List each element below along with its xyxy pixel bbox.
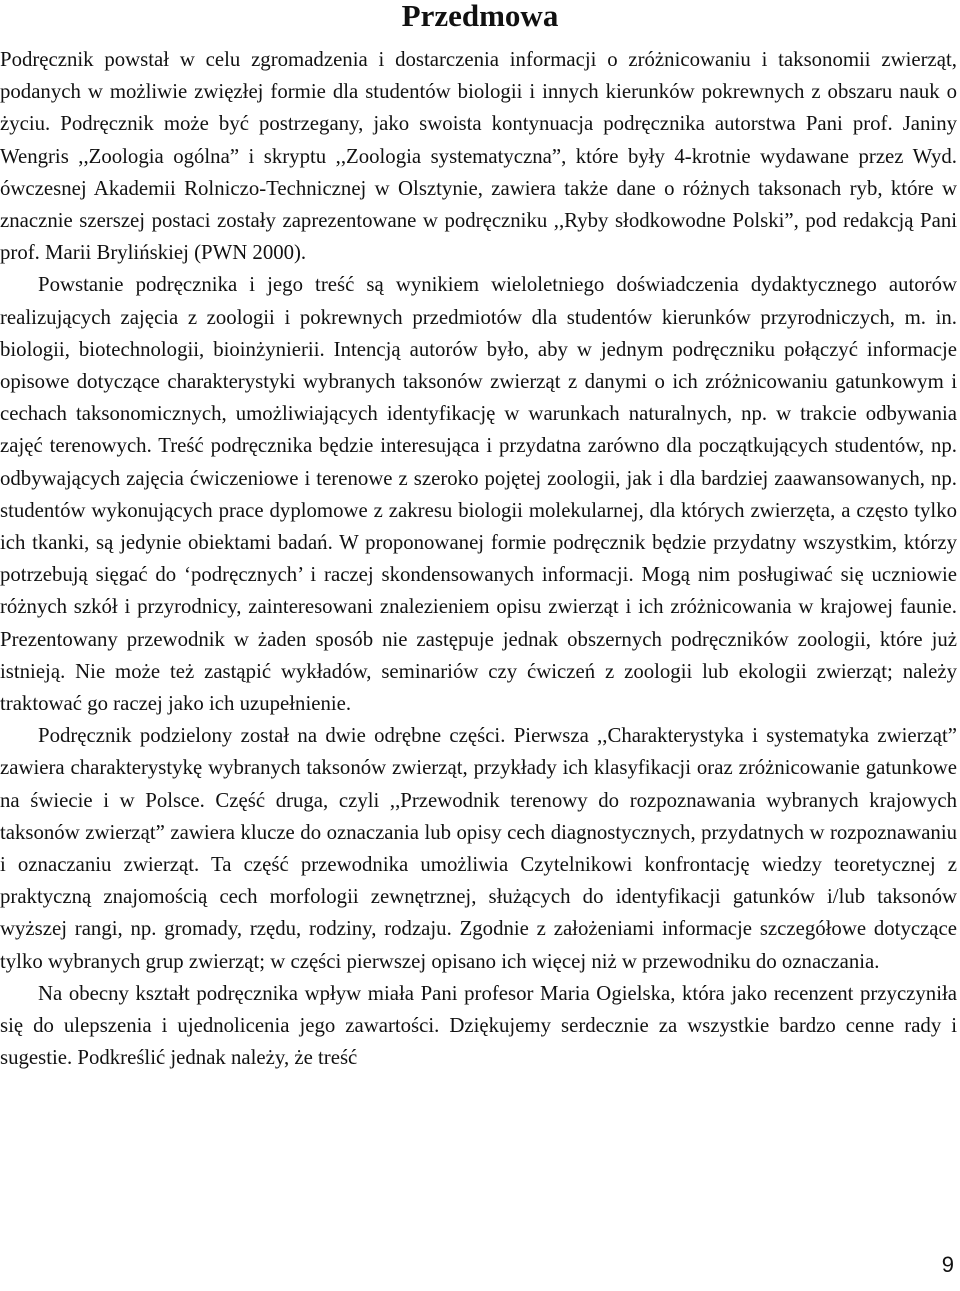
- paragraph-2: Powstanie podręcznika i jego treść są wynikiem wieloletniego doświadczenia dydaktycznego autorów realizujących zajęcia z zoologii i pokrewnych przedmiotów dla studentów kierunków przyrodniczych, m. in. biologii, biotechnologii, bioinżynierii. Intencją autorów było, aby w jednym podręczniku połączyć informacje opisowe dotyczące charakterystyki wybranych taksonów zwierząt z danymi o ich zróżnicowaniu gatunkowym i cechach taksonomicznych, umożliwiających identyfikację w warunkach naturalnych, np. w trakcie odbywania zajęć terenowych. Treść podręcznika będzie interesująca i przydatna zarówno dla początkujących studentów, np. odbywających zajęcia ćwiczeniowe i terenowe z szeroko pojętej zoologii, jak i dla bardziej zaawansowanych, np. studentów wykonujących prace dyplomowe z zakresu biologii molekularnej, dla których zwierzęta, a często tylko ich tkanki, są jedynie obiektami badań. W proponowanej formie podręcznik będzie przydatny wszystkim, którzy potrzebują sięgać do ‘podręcznych’ i raczej skondensowanych informacji. Mogą nim posługiwać się uczniowie różnych szkół i przyrodnicy, zainteresowani znalezieniem opisu zwierząt i ich zróżnicowania w krajowej faunie. Prezentowany przewodnik w żaden sposób nie zastępuje jednak obszernych podręczników zoologii, które już istnieją. Nie może też zastąpić wykładów, seminariów czy ćwiczeń z zoologii lub ekologii zwierząt; należy traktować go raczej jako ich uzupełnienie.: [0, 273, 957, 716]
- paragraph-1: Podręcznik powstał w celu zgromadzenia i dostarczenia informacji o zróżnicowaniu i taksonomii zwierząt, podanych w możliwie zwięzłej formie dla studentów biologii i innych kierunków pokrewnych z obszaru nauk o życiu. Podręcznik może być postrzegany, jako swoista kontynuacja podręcznika autorstwa Pani prof. Janiny Wengris ,,Zoologia ogólna” i skryptu ,,Zoologia systematyczna”, które były 4-krotnie wydawane przez Wyd. ówczesnej Akademii Rolniczo-Technicznej w Olsztynie, zawiera także dane o różnych taksonach ryb, które w znacznie szerszej postaci zostały zaprezentowane w podręczniku ,,Ryby słodkowodne Polski”, pod redakcją Pani prof. Marii Brylińskiej (PWN 2000).: [0, 48, 957, 265]
- body-text: [0, 44, 957, 1075]
- page-title: Przedmowa: [401, 0, 559, 33]
- paragraph-4: Na obecny kształt podręcznika wpływ miała Pani profesor Maria Ogielska, która jako recenzent przyczyniła się do ulepszenia i ujednolicenia jego zawartości. Dziękujemy serdecznie za wszystkie bardzo cenne rady i sugestie. Podkreślić jednak należy, że treść: [0, 981, 957, 1070]
- paragraph-3: Podręcznik podzielony został na dwie odrębne części. Pierwsza ,,Charakterystyka i systematyka zwierząt” zawiera charakterystykę wybranych taksonów zwierząt, przykłady ich klasyfikacji oraz zróżnicowanie gatunkowe na świecie i w Polsce. Część druga, czyli ,,Przewodnik terenowy do rozpoznawania wybranych krajowych taksonów zwierząt” zawiera klucze do oznaczania lub opisy cech diagnostycznych, przydatnych w rozpoznawaniu i oznaczaniu zwierząt. Ta część przewodnika umożliwia Czytelnikowi konfrontację wiedzy teoretycznej z praktyczną znajomością cech morfologii zewnętrznej, służących do identyfikacji gatunków i/lub taksonów wyższej rangi, np. gromady, rzędu, rodziny, rodzaju. Zgodnie z założeniami informacje szczegółowe dotyczące tylko wybranych grup zwierząt; w części pierwszej opisano ich więcej niż w przewodniku do oznaczania.: [0, 724, 957, 973]
- page-number: 9: [941, 1252, 954, 1277]
